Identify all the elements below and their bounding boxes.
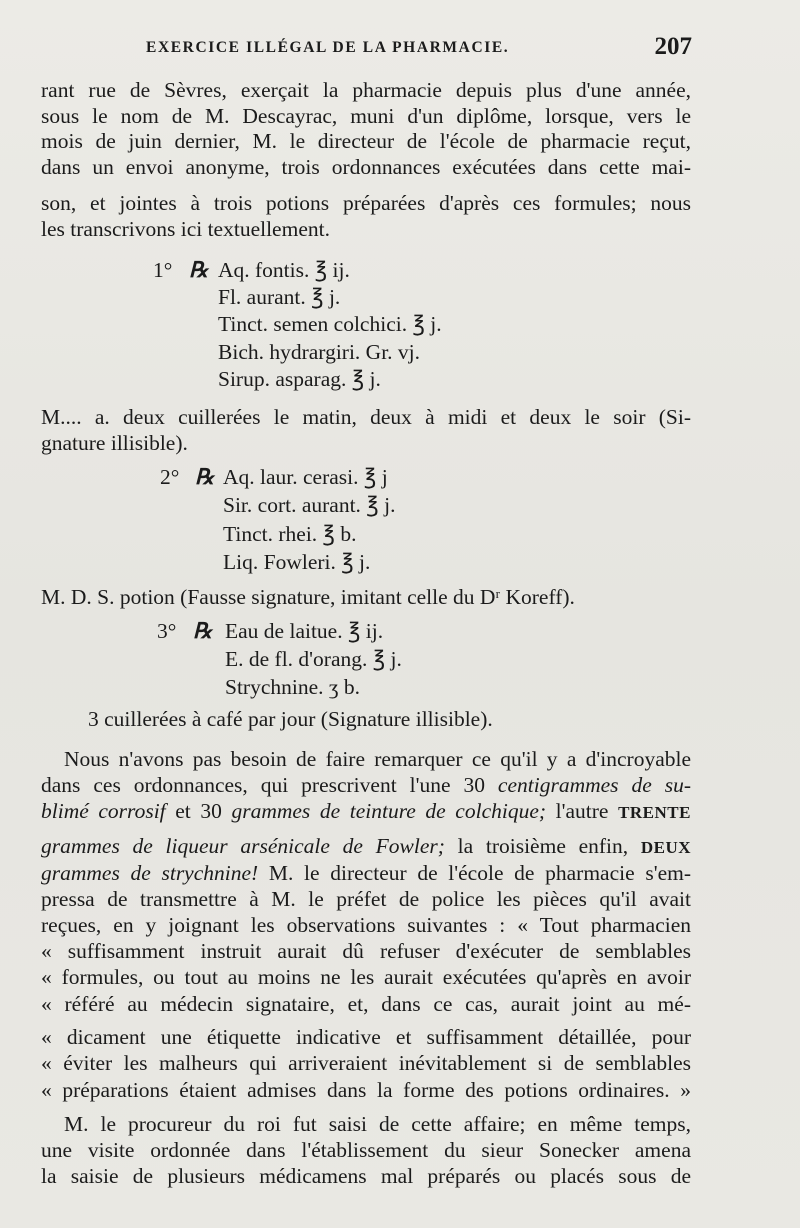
prescription-number: 3°: [157, 619, 177, 643]
para2-line: « dicament une étiquette indicative et suffisamment détaillée, pour: [41, 1025, 691, 1049]
page-header: [146, 33, 692, 63]
page-number: 207: [654, 33, 692, 60]
prescription-number: 1°: [153, 258, 173, 282]
para3-line: la saisie de plusieurs médicamens mal préparés ou placés sous de: [41, 1164, 691, 1188]
para2-line: « éviter les malheurs qui arriveraient inévitablement si de semblables: [41, 1051, 691, 1075]
para1-line: les transcrivons ici textuellement.: [41, 217, 330, 241]
directions-line: gnature illisible).: [41, 431, 188, 455]
recipe-symbol: ℞: [193, 619, 213, 643]
para1-line: son, et jointes à trois potions préparées d'après ces formules; nous: [41, 191, 691, 215]
para1-line: dans un envoi anonyme, trois ordonnances exécutées dans cette mai-: [41, 155, 691, 179]
prescription-line: Sir. cort. aurant. ℥ j.: [223, 493, 396, 517]
para2-line: « suffisamment instruit aurait dû refuser d'exécuter de semblables: [41, 939, 691, 963]
para2-line: reçues, en y joignant les observations suivantes : « Tout pharmacien: [41, 913, 691, 937]
prescription-line: Aq. fontis. ℥ ij.: [218, 258, 350, 282]
prescription-number: 2°: [160, 465, 180, 489]
recipe-symbol: ℞: [189, 258, 209, 282]
prescription-line: Strychnine. ʒ b.: [225, 675, 360, 699]
directions-line: M. D. S. potion (Fausse signature, imitant celle du Dʳ Koreff).: [41, 585, 575, 609]
para2-line: « référé au médecin signataire, et, dans ce cas, aurait joint au mé-: [41, 992, 691, 1016]
prescription-line: Fl. aurant. ℥ j.: [218, 285, 341, 309]
directions-line: M.... a. deux cuillerées le matin, deux à midi et deux le soir (Si-: [41, 405, 691, 429]
para2-line: grammes de strychnine! M. le directeur de l'école de pharmacie s'em-: [41, 861, 692, 885]
para3-line: une visite ordonnée dans l'établissement du sieur Sonecker amena: [41, 1138, 691, 1162]
running-title: EXERCICE ILLÉGAL DE LA PHARMACIE.: [146, 39, 510, 56]
prescription-line: Bich. hydrargiri. Gr. vj.: [218, 340, 421, 364]
para2-line: « préparations étaient admises dans la forme des potions ordinaires. »: [41, 1078, 691, 1102]
para2-line: « formules, ou tout au moins ne les aurait exécutées qu'après en avoir: [41, 965, 691, 989]
para1-line: rant rue de Sèvres, exerçait la pharmacie depuis plus d'une année,: [41, 78, 691, 102]
para1-line: sous le nom de M. Descayrac, muni d'un diplôme, lorsque, vers le: [41, 104, 691, 128]
recipe-symbol: ℞: [195, 465, 215, 489]
directions-line: 3 cuillerées à café par jour (Signature illisible).: [88, 707, 493, 731]
prescription-line: Tinct. semen colchici. ℥ j.: [218, 312, 442, 336]
para2-line: Nous n'avons pas besoin de faire remarquer ce qu'il y a d'incroyable: [64, 747, 691, 771]
para1-line: mois de juin dernier, M. le directeur de l'école de pharmacie reçut,: [41, 129, 691, 153]
para2-line: grammes de liqueur arsénicale de Fowler; la troisième enfin, DEUX: [41, 834, 692, 858]
para2-line: pressa de transmettre à M. le préfet de police les pièces qu'il avait: [41, 887, 691, 911]
prescription-line: E. de fl. d'orang. ℥ j.: [225, 647, 402, 671]
prescription-line: Tinct. rhei. ℥ b.: [223, 522, 357, 546]
prescription-line: Sirup. asparag. ℥ j.: [218, 367, 381, 391]
para2-line: dans ces ordonnances, qui prescrivent l'une 30 centigrammes de su-: [41, 773, 691, 797]
para3-line: M. le procureur du roi fut saisi de cette affaire; en même temps,: [64, 1112, 691, 1136]
prescription-line: Liq. Fowleri. ℥ j.: [223, 550, 371, 574]
para2-line: blimé corrosif et 30 grammes de teinture de colchique; l'autre TRENTE: [41, 799, 691, 823]
prescription-line: Aq. laur. cerasi. ℥ j: [223, 465, 388, 489]
prescription-line: Eau de laitue. ℥ ij.: [225, 619, 384, 643]
